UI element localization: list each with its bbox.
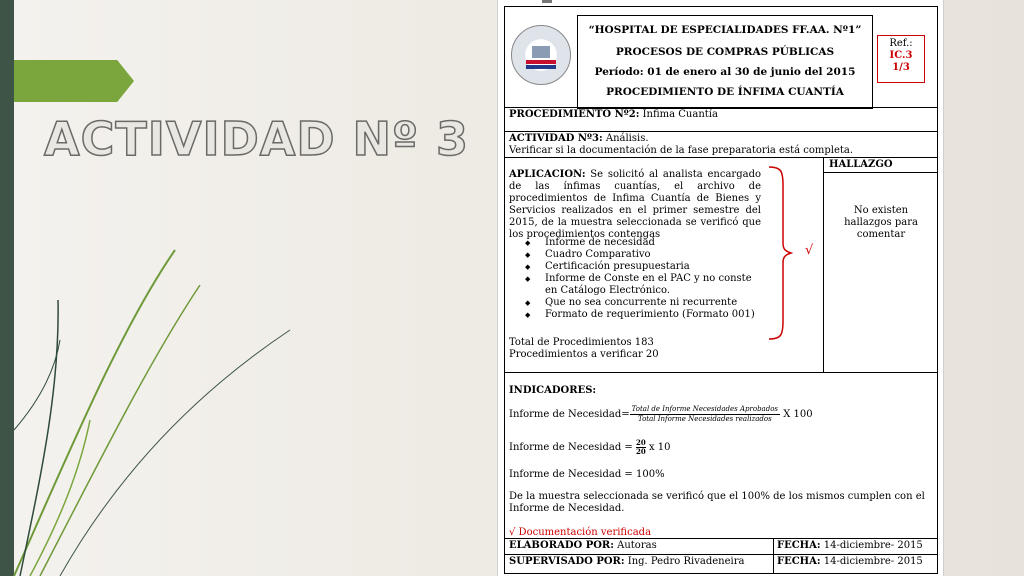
formula-1-fraction <box>630 405 780 424</box>
procedimiento-value: Infima Cuantía <box>642 109 718 120</box>
ref-code: IC.3 <box>889 50 913 61</box>
document-page <box>497 0 944 576</box>
fecha-2-value: 14-diciembre- 2015 <box>823 556 923 567</box>
aplicacion-paragraph <box>509 169 761 241</box>
formula-2-fraction <box>636 439 646 456</box>
list-item: ◆ Formato de requerimiento (Formato 001) <box>509 309 767 321</box>
header-periodo: Período: 01 de enero al 30 de junio del 2015 <box>594 66 856 78</box>
fecha-2-label: FECHA: <box>777 556 821 567</box>
slide-title: ACTIVIDAD Nº 3 <box>44 112 470 166</box>
formula-1-prefix: Informe de Necesidad= <box>509 409 630 420</box>
procedimientos-verificar: Procedimientos a verificar 20 <box>509 349 659 360</box>
conclusion-text: De la muestra seleccionada se verificó que el 100% de los mismos cumplen con el Informe de Necesidad. <box>509 491 925 514</box>
check-mark: √ <box>805 243 814 258</box>
elaborado-label: ELABORADO POR: <box>509 540 614 551</box>
aplicacion-text: Se solicitó al analista encargado de las ínfimas cuantías, el archivo de procedimientos de Infima Cuantía de Bienes y Servicios realizados en el primer semestre del 2015, de la muestra seleccionada se verificó que los procedimientos contengas <box>509 169 761 240</box>
divider <box>505 107 937 108</box>
reference-box <box>877 35 925 83</box>
list-item: ◆ Informe de Conste en el PAC y no conste en Catálogo Electrónico. <box>509 273 767 297</box>
formula-3: Informe de Necesidad = 100% <box>509 469 665 480</box>
header-hospital: “HOSPITAL DE ESPECIALIDADES FF.AA. Nº1” <box>588 24 862 36</box>
ref-label: Ref.: <box>889 38 913 49</box>
formula-2 <box>509 439 670 456</box>
fecha-1-row <box>777 540 923 552</box>
fecha-1-label: FECHA: <box>777 540 821 551</box>
fecha-1-value: 14-diciembre- 2015 <box>823 540 923 551</box>
form-sheet <box>504 6 938 574</box>
verified-note: √ Documentación verificada <box>509 527 652 538</box>
procedimiento-row <box>509 109 718 121</box>
column-divider <box>823 157 824 372</box>
total-procedimientos: Total de Procedimientos 183 <box>509 337 654 348</box>
formula-2-suffix: x 10 <box>648 442 671 453</box>
procedimiento-label: PROCEDIMIENTO Nº2: <box>509 109 640 120</box>
formula-1-suffix: X 100 <box>783 409 813 420</box>
top-mark <box>542 0 552 3</box>
formula-1 <box>509 405 813 424</box>
aplicacion-label: APLICACION: <box>509 169 586 180</box>
formula-2-numerator: 20 <box>636 438 646 447</box>
divider <box>505 554 937 555</box>
supervisado-row <box>509 556 744 568</box>
ref-page: 1/3 <box>892 62 910 73</box>
hallazgo-text: No existen hallazgos para comentar <box>844 205 918 240</box>
header-procesos: PROCESOS DE COMPRAS PÚBLICAS <box>615 46 835 58</box>
hospital-seal-logo <box>511 25 571 85</box>
list-item: ◆ Certificación presupuestaria <box>509 261 767 273</box>
formula-1-denominator: Total Informe Necesidades realizados <box>637 415 772 423</box>
actividad-description: Verificar si la documentación de la fase preparatoria está completa. <box>509 145 854 156</box>
elaborado-value: Autoras <box>617 540 657 551</box>
supervisado-label: SUPERVISADO POR: <box>509 556 625 567</box>
actividad-row <box>509 133 649 145</box>
hallazgo-heading: HALLAZGO <box>829 159 893 170</box>
header-box <box>577 15 873 109</box>
divider <box>505 372 937 373</box>
divider <box>505 538 937 539</box>
elaborado-row <box>509 540 657 552</box>
header-procedimiento: PROCEDIMIENTO DE ÍNFIMA CUANTÍA <box>606 86 844 98</box>
fecha-2-row <box>777 556 923 568</box>
aplicacion-list <box>509 237 767 321</box>
formula-2-prefix: Informe de Necesidad = <box>509 442 633 453</box>
formula-2-denominator: 20 <box>636 447 646 456</box>
divider <box>505 157 937 158</box>
actividad-label: ACTIVIDAD Nº3: <box>509 133 603 144</box>
red-brace-icon <box>767 165 807 341</box>
list-item: ◆ Informe de necesidad <box>509 237 767 249</box>
actividad-value: Análisis. <box>605 133 649 144</box>
footer-column-divider <box>773 538 774 573</box>
divider <box>505 131 937 132</box>
supervisado-value: Ing. Pedro Rivadeneira <box>627 556 745 567</box>
decorative-curves <box>0 0 500 576</box>
list-item: ◆ Que no sea concurrente ni recurrente <box>509 297 767 309</box>
hallazgo-underline <box>823 172 937 173</box>
indicadores-label: INDICADORES: <box>509 385 597 396</box>
formula-1-numerator: Total de Informe Necesidades Aprobados <box>631 405 779 413</box>
list-item: ◆ Cuadro Comparativo <box>509 249 767 261</box>
